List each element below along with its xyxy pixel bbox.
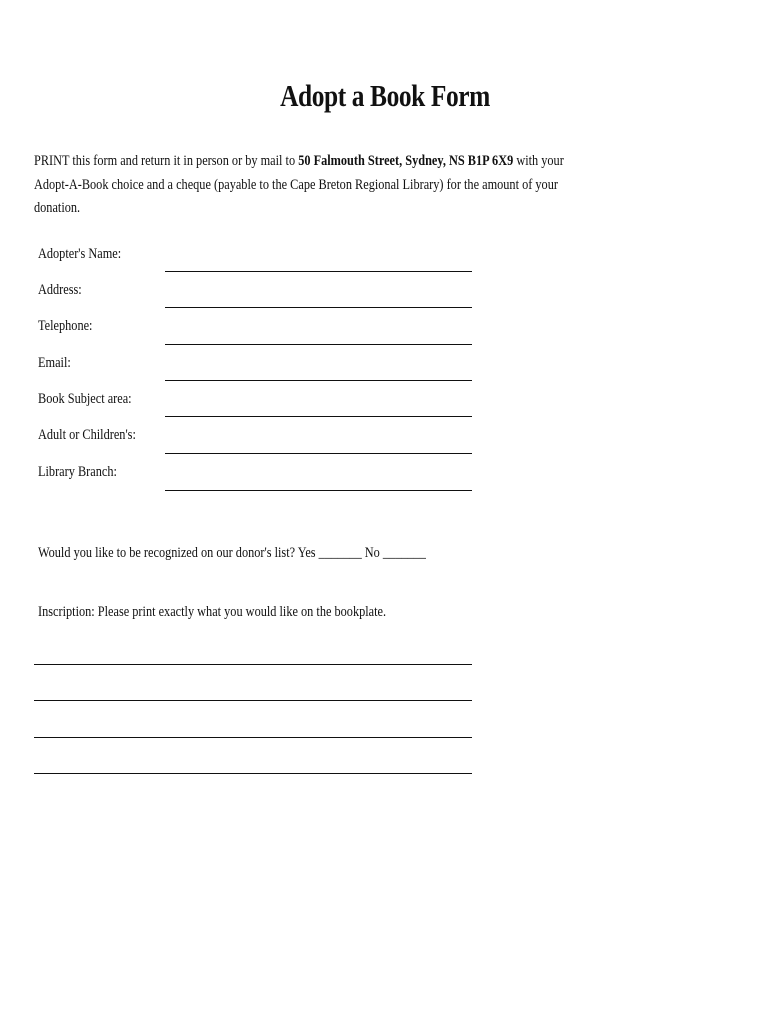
form-instructions (34, 150, 564, 221)
instructions-prefix: PRINT this form and return it in person or by mail to (34, 153, 299, 169)
mailing-address: 50 Falmouth Street, Sydney, NS B1P 6X9 (298, 153, 514, 169)
inscription-label: Inscription: Please print exactly what you would like on the bookplate. (38, 604, 387, 620)
library-branch-field[interactable] (165, 490, 472, 491)
book-subject-field[interactable] (165, 416, 472, 417)
email-label: Email: (38, 355, 71, 371)
inscription-line-2[interactable] (34, 700, 472, 701)
donor-list-question: Would you like to be recognized on our donor's list? Yes _______ No _______ (38, 545, 426, 561)
instructions-line-2: Adopt-A-Book choice and a cheque (payable to the Cape Breton Regional Library) for the amount of your (34, 176, 558, 193)
address-label: Address: (38, 282, 82, 298)
address-field[interactable] (165, 307, 472, 308)
adult-or-childrens-field[interactable] (165, 453, 472, 454)
book-subject-label: Book Subject area: (38, 391, 132, 407)
adult-or-childrens-label: Adult or Children's: (38, 427, 136, 443)
adopter-name-field[interactable] (165, 271, 472, 272)
instructions-line-3: donation. (34, 200, 81, 216)
inscription-line-4[interactable] (34, 773, 472, 774)
telephone-label: Telephone: (38, 318, 93, 334)
adopter-name-label: Adopter's Name: (38, 246, 122, 262)
instructions-line-1 (34, 150, 564, 174)
inscription-line-3[interactable] (34, 737, 472, 738)
email-field[interactable] (165, 380, 472, 381)
inscription-line-1[interactable] (34, 664, 472, 665)
library-branch-label: Library Branch: (38, 464, 117, 480)
instructions-suffix: with your (513, 153, 564, 169)
form-title: Adopt a Book Form (280, 78, 490, 113)
telephone-field[interactable] (165, 344, 472, 345)
